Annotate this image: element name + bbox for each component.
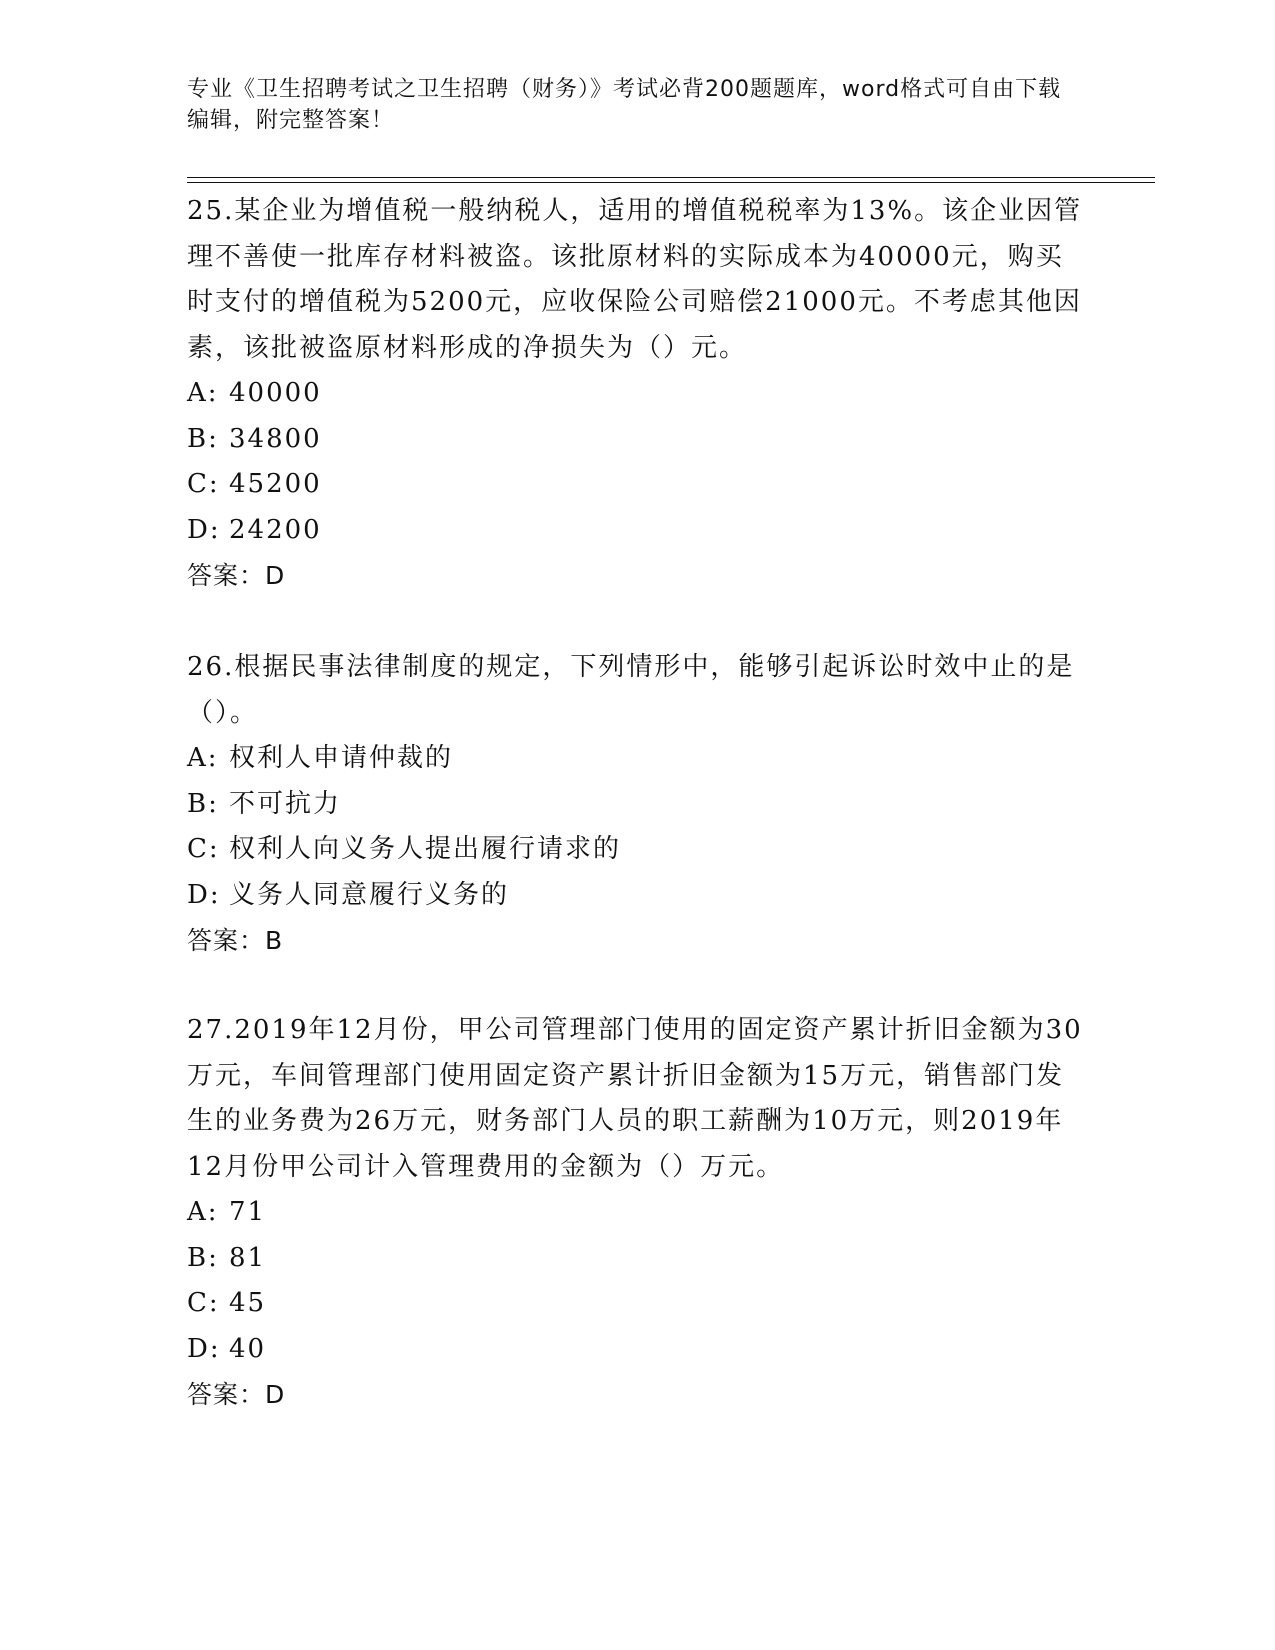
option-text: 24200: [229, 514, 322, 545]
option-letter: B:: [187, 788, 219, 819]
option-text: 71: [229, 1197, 267, 1227]
option-letter: D:: [187, 879, 221, 910]
option-letter: C:: [187, 834, 220, 864]
answer-line: 答案：D: [187, 1380, 286, 1409]
option-d: [187, 508, 1087, 554]
option-letter: A:: [187, 1197, 219, 1227]
question-27: [187, 1008, 1087, 1418]
question-text: 25.某企业为增值税一般纳税人，适用的增值税税率为13%。该企业因管理不善使一批库存材料被盗。该批原材料的实际成本为40000元，购买时支付的增值税为5200元，应收保险公司赔偿21000元。不考虑其他因素，该批被盗原材料形成的净损失为（）元。: [187, 196, 1083, 363]
option-letter: A:: [187, 378, 219, 408]
option-text: 81: [229, 1242, 267, 1273]
option-text: 义务人同意履行义务的: [229, 879, 510, 910]
option-text: 不可抗力: [229, 788, 342, 819]
option-letter: A:: [187, 743, 219, 773]
option-c: [187, 462, 1087, 508]
option-letter: B:: [187, 1242, 219, 1273]
option-letter: C:: [187, 469, 220, 499]
option-letter: D:: [187, 1333, 221, 1364]
option-b: [187, 782, 1087, 828]
option-text: 34800: [229, 423, 322, 454]
header-divider-top: [187, 177, 1155, 178]
option-text: 40: [229, 1333, 267, 1364]
option-letter: C:: [187, 1288, 220, 1318]
question-text: 26.根据民事法律制度的规定，下列情形中，能够引起诉讼时效中止的是（）。: [187, 652, 1075, 728]
option-text: 45200: [229, 469, 322, 499]
answer-line: 答案：D: [187, 561, 286, 590]
option-d: [187, 873, 1087, 919]
option-text: 权利人申请仲裁的: [229, 743, 454, 773]
answer-line: 答案：B: [187, 926, 284, 955]
option-a: [187, 371, 1087, 417]
option-letter: D:: [187, 514, 221, 545]
question-25: [187, 189, 1087, 599]
question-text: 27.2019年12月份，甲公司管理部门使用的固定资产累计折旧金额为30万元，车间管理部门使用固定资产累计折旧金额为15万元，销售部门发生的业务费为26万元，财务部门人员的职工薪酬为10万元，则2019年12月份甲公司计入管理费用的金额为（）万元。: [187, 1015, 1083, 1182]
option-text: 40000: [229, 378, 322, 408]
option-a: [187, 1190, 1087, 1236]
document-header: 专业《卫生招聘考试之卫生招聘（财务）》考试必背200题题库，word格式可自由下载编辑，附完整答案！: [187, 77, 1062, 133]
question-26: [187, 645, 1087, 964]
option-b: [187, 1236, 1087, 1282]
option-b: [187, 417, 1087, 463]
option-d: [187, 1327, 1087, 1373]
option-c: [187, 1281, 1087, 1327]
option-text: 45: [229, 1288, 267, 1318]
header-divider-bottom: [187, 182, 1155, 183]
option-c: [187, 827, 1087, 873]
option-a: [187, 736, 1087, 782]
option-text: 权利人向义务人提出履行请求的: [229, 834, 622, 864]
option-letter: B:: [187, 423, 219, 454]
